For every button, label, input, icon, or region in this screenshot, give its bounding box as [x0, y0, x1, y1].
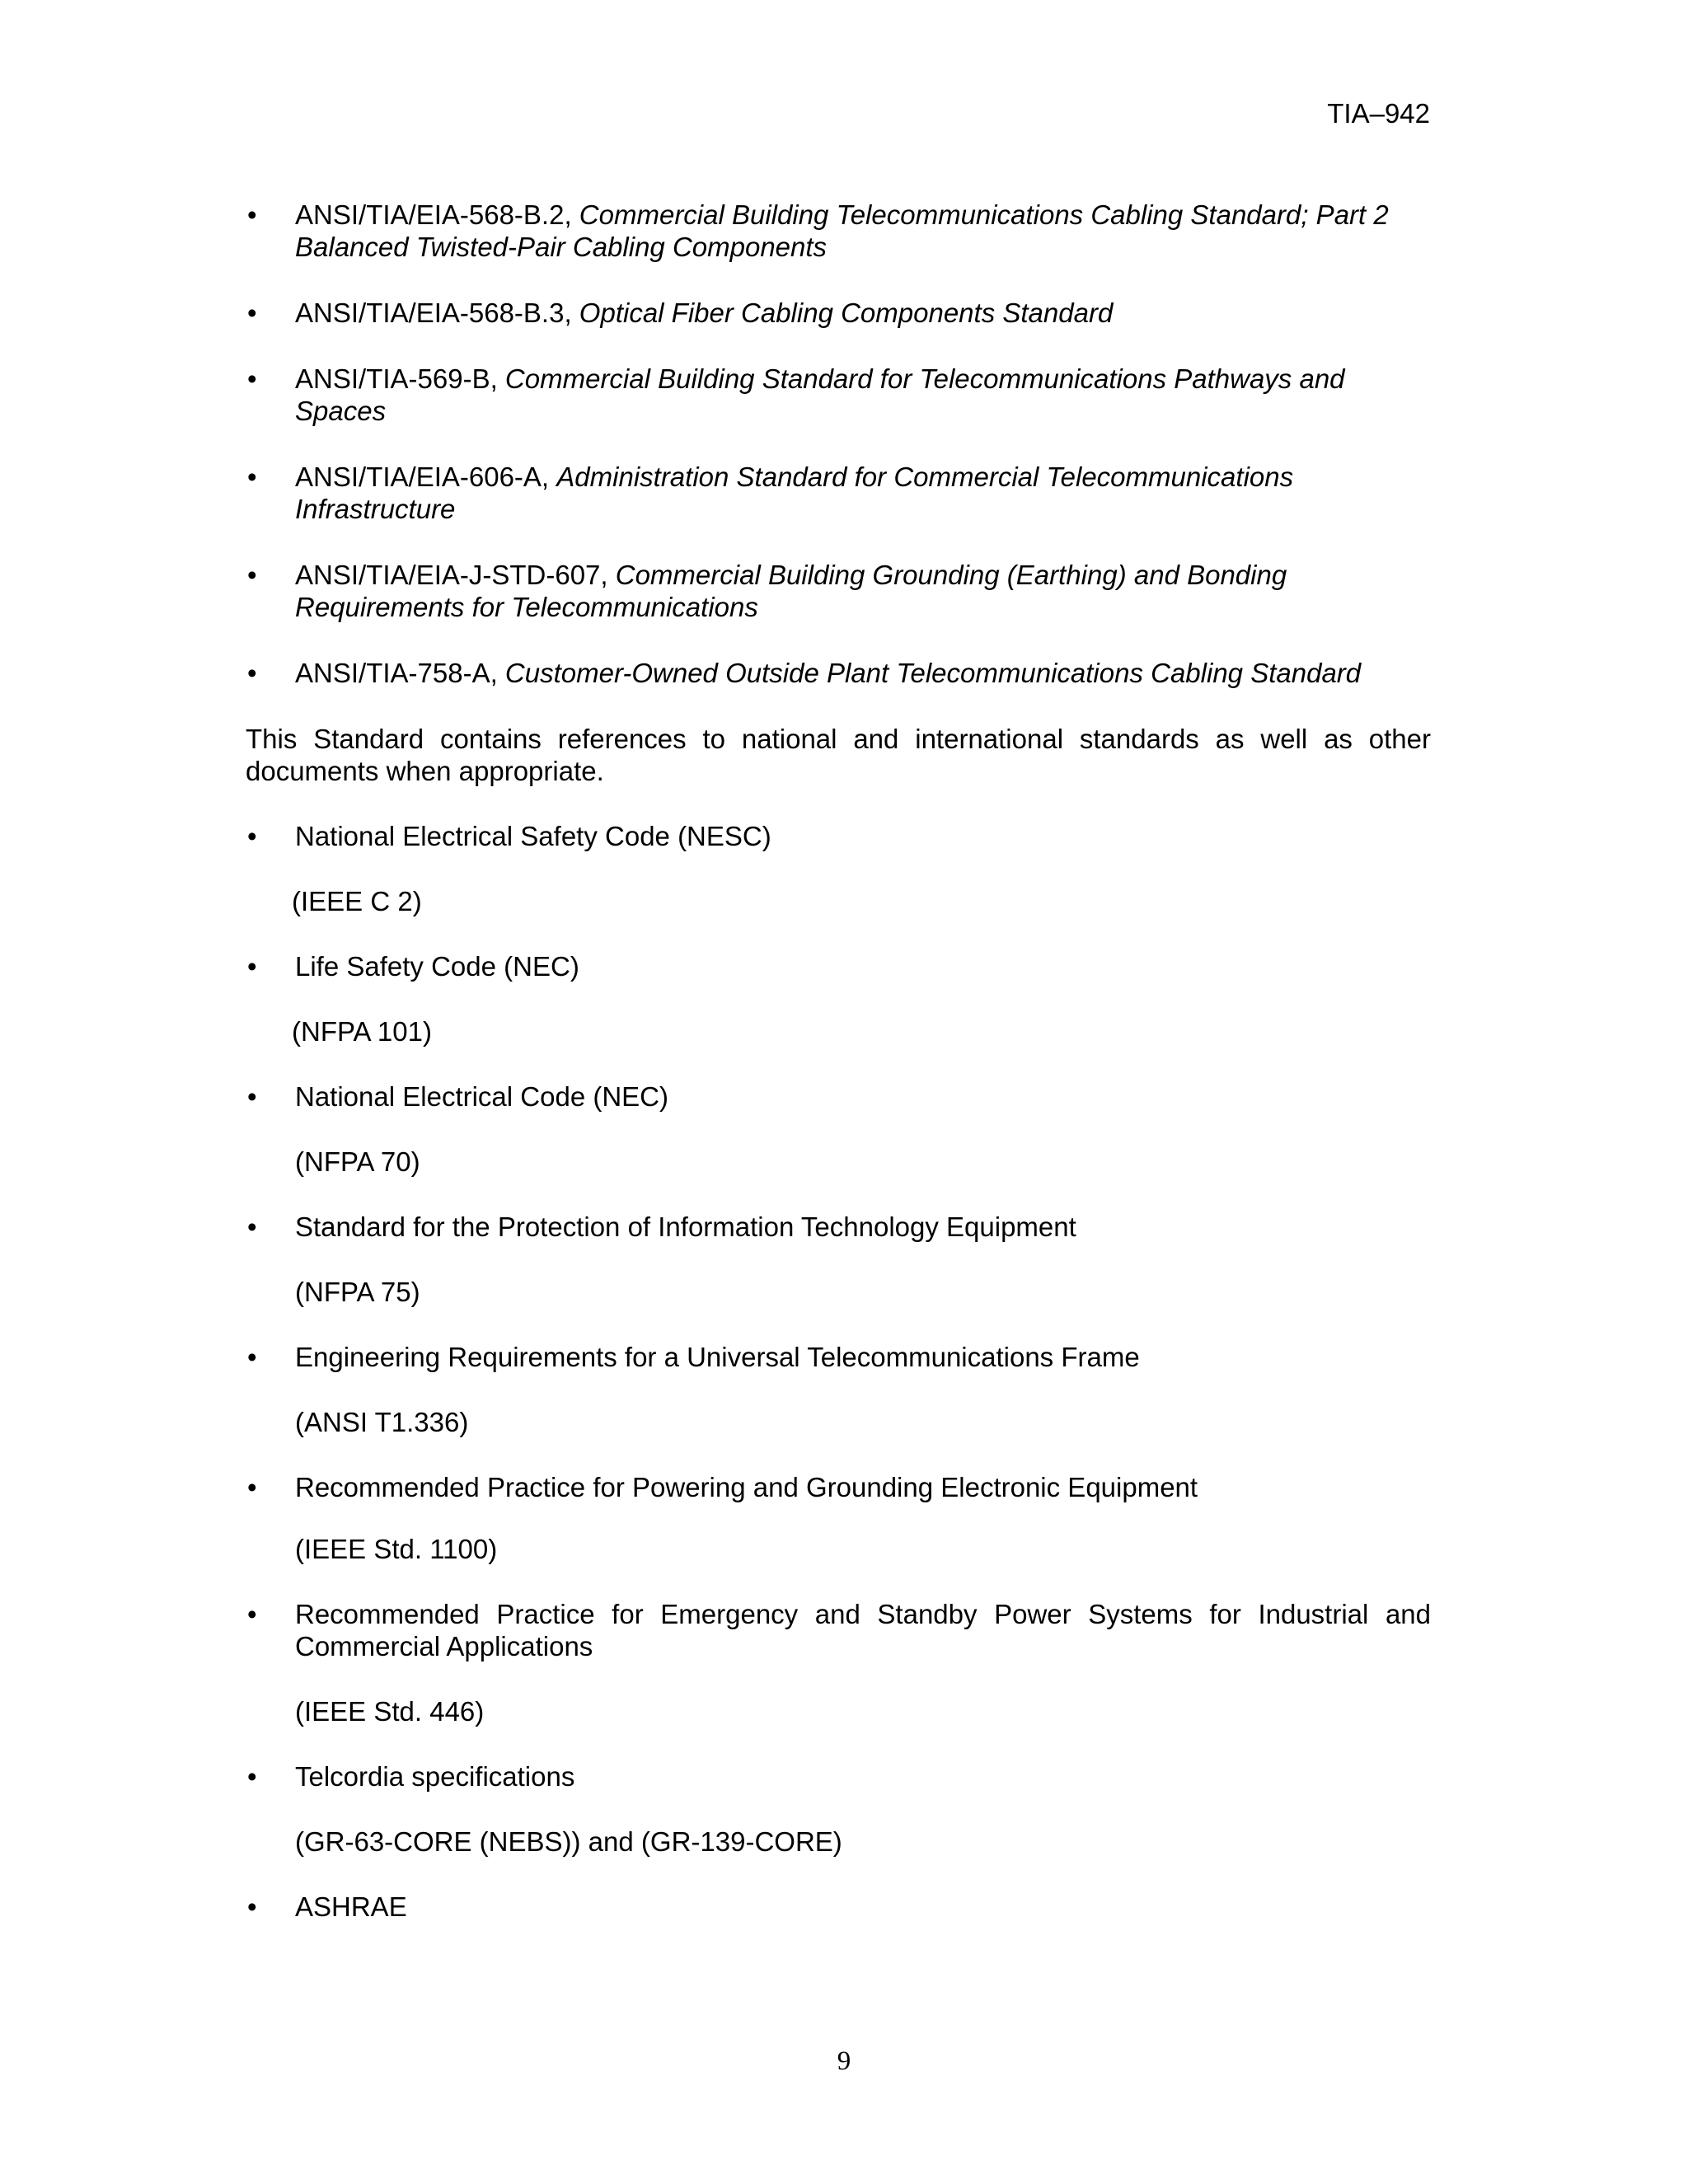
reference-name: Engineering Requirements for a Universal Telecommunications Frame [295, 1342, 1140, 1372]
standard-code: ANSI/TIA/EIA-568-B.2, [295, 199, 579, 230]
standard-title: Commercial Building Standard for Telecommunications Pathways and Spaces [295, 363, 1345, 426]
bullet-icon: • [247, 298, 257, 328]
reference-name: ASHRAE [295, 1891, 407, 1922]
standard-item [246, 297, 1431, 329]
standard-title: Administration Standard for Commercial Telecommunications Infrastructure [295, 462, 1294, 524]
standard-code: ANSI/TIA/EIA-606-A, [295, 462, 557, 492]
page-content [246, 199, 1431, 1956]
standard-title: Customer-Owned Outside Plant Telecommunications Cabling Standard [504, 658, 1362, 688]
bullet-icon: • [247, 951, 257, 982]
bullet-icon: • [247, 1599, 257, 1629]
reference-name: Life Safety Code (NEC) [295, 951, 579, 982]
reference-item [246, 1760, 1431, 1793]
bullet-icon: • [247, 1342, 257, 1372]
standard-title: Commercial Building Grounding (Earthing) and Bonding Requirements for Telecommunications [295, 560, 1287, 622]
reference-name: Recommended Practice for Emergency and Standby Power Systems for Industrial and Commercial Applications [295, 1599, 1431, 1661]
standard-item [246, 657, 1431, 689]
standard-item [246, 363, 1431, 427]
reference-item [246, 1341, 1431, 1373]
standard-item [246, 461, 1431, 525]
standard-code: ANSI/TIA/EIA-568-B.3, [295, 298, 579, 328]
standard-code: ANSI/TIA/EIA-J-STD-607, [295, 560, 616, 590]
bullet-icon: • [247, 1472, 257, 1502]
intro-paragraph: This Standard contains references to national and international standards as well as other documents when appropriate. [246, 724, 1431, 786]
reference-item [246, 1598, 1431, 1662]
reference-designation: (IEEE Std. 1100) [295, 1534, 498, 1564]
reference-designation: (GR-63-CORE (NEBS)) and (GR-139-CORE) [295, 1826, 842, 1857]
bullet-icon: • [247, 560, 257, 590]
reference-item [246, 1471, 1431, 1503]
reference-designation: (NFPA 101) [292, 1016, 432, 1047]
reference-designation: (NFPA 75) [295, 1277, 420, 1307]
bullet-icon: • [247, 821, 257, 851]
bullet-icon: • [247, 658, 257, 688]
standard-title: Commercial Building Telecommunications Cabling Standard; Part 2 Balanced Twisted-Pair Cabling Components [295, 199, 1389, 262]
bullet-icon: • [247, 1761, 257, 1792]
standard-title: Optical Fiber Cabling Components Standard [579, 298, 1114, 328]
standard-code: ANSI/TIA-758-A, [295, 658, 505, 688]
document-id-header: TIA–942 [1327, 98, 1430, 129]
reference-designation: (NFPA 70) [295, 1146, 420, 1177]
reference-name: Telcordia specifications [295, 1761, 575, 1792]
standard-item [246, 559, 1431, 623]
standard-code: ANSI/TIA-569-B, [295, 363, 505, 394]
reference-designation: (ANSI T1.336) [295, 1407, 469, 1437]
reference-item [246, 1891, 1431, 1923]
reference-item [246, 1211, 1431, 1243]
reference-designation: (IEEE C 2) [292, 886, 422, 916]
reference-name: National Electrical Code (NEC) [295, 1081, 668, 1112]
reference-designation: (IEEE Std. 446) [295, 1696, 485, 1727]
page-number: 9 [837, 2046, 851, 2076]
bullet-icon: • [247, 199, 257, 230]
reference-name: Standard for the Protection of Information Technology Equipment [295, 1212, 1076, 1242]
reference-name: National Electrical Safety Code (NESC) [295, 821, 771, 851]
reference-item [246, 1080, 1431, 1113]
bullet-icon: • [247, 1081, 257, 1112]
bullet-icon: • [247, 1212, 257, 1242]
reference-item [246, 820, 1431, 852]
bullet-icon: • [247, 1891, 257, 1922]
standard-item [246, 199, 1431, 263]
bullet-icon: • [247, 462, 257, 492]
bullet-icon: • [247, 363, 257, 394]
reference-item [246, 950, 1431, 982]
reference-name: Recommended Practice for Powering and Grounding Electronic Equipment [295, 1472, 1198, 1502]
